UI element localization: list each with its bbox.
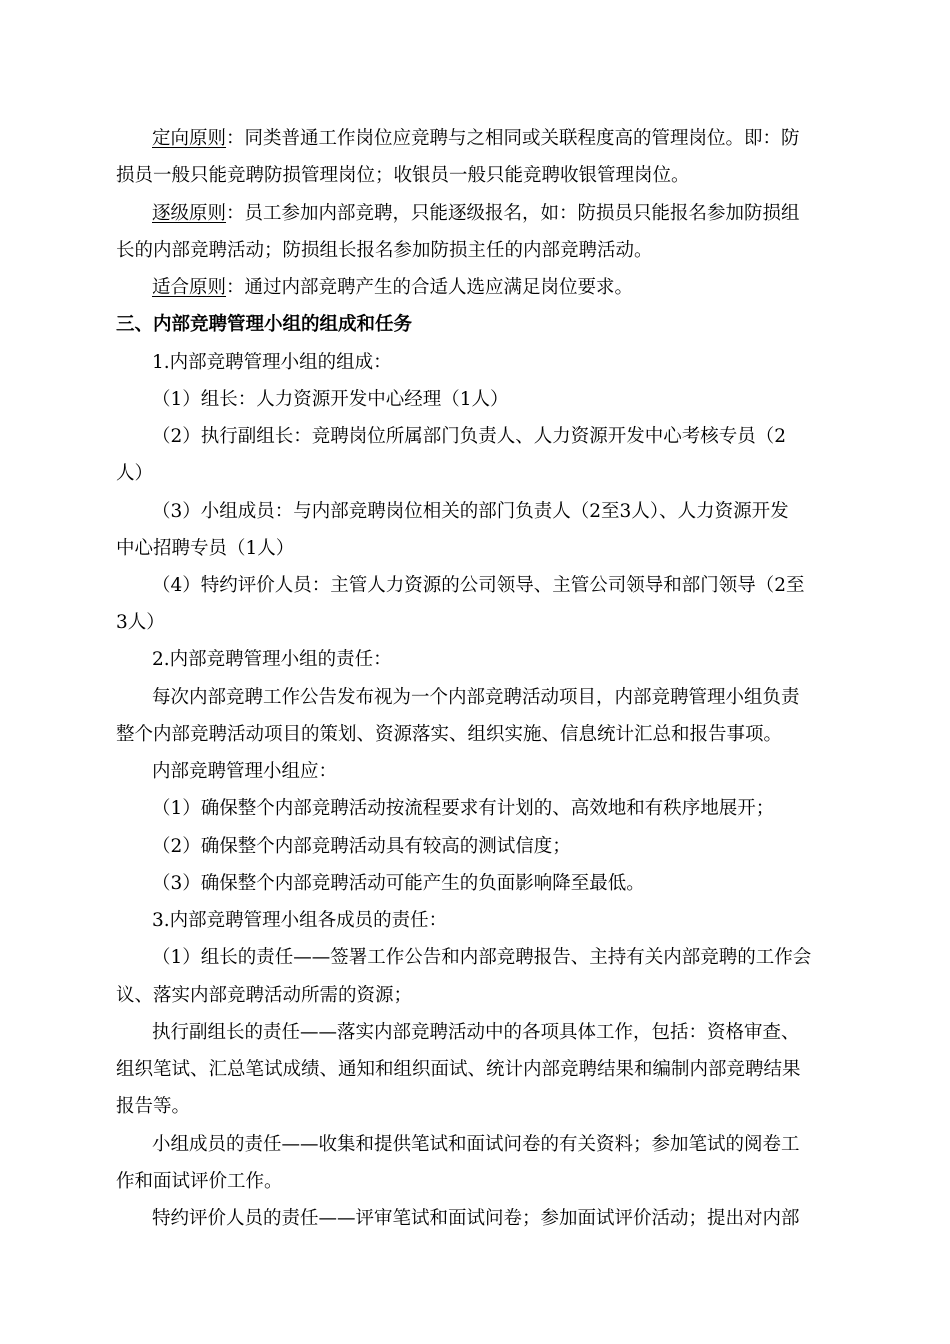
principle-directional-line2: 损员一般只能竞聘防损管理岗位；收银员一般只能竞聘收银管理岗位。 <box>116 165 690 186</box>
principle-stepwise-line2: 长的内部竞聘活动；防损组长报名参加防损主任的内部竞聘活动。 <box>116 240 653 261</box>
principle-directional-line1: 定向原则：同类普通工作岗位应竞聘与之相同或关联程度高的管理岗位。即：防 <box>152 128 800 149</box>
p1-item1: （1）组长：人力资源开发中心经理（1人） <box>152 389 509 410</box>
p3-item1-b: 议、落实内部竞聘活动所需的资源； <box>116 985 413 1006</box>
p1-item3-a: （3）小组成员：与内部竞聘岗位相关的部门负责人（2至3人）、人力资源开发 <box>152 501 789 522</box>
p1-item2-a: （2）执行副组长：竞聘岗位所属部门负责人、人力资源开发中心考核专员（2 <box>152 426 787 447</box>
p2-item3: （3）确保整个内部竞聘活动可能产生的负面影响降至最低。 <box>152 873 645 894</box>
p1-title: 1.内部竞聘管理小组的组成： <box>152 352 392 373</box>
principle-stepwise-label: 逐级原则 <box>152 203 227 224</box>
p3-title: 3.内部竞聘管理小组各成员的责任： <box>152 910 448 931</box>
principle-suitable-line1: 适合原则：通过内部竞聘产生的合适人选应满足岗位要求。 <box>152 277 634 298</box>
p2-body-a: 每次内部竞聘工作公告发布视为一个内部竞聘活动项目，内部竞聘管理小组负责 <box>152 687 800 708</box>
p3-special-a: 特约评价人员的责任——评审笔试和面试问卷；参加面试评价活动；提出对内部 <box>152 1208 800 1229</box>
p1-item2-b: 人） <box>116 463 154 484</box>
p3-item1-a: （1）组长的责任——签署工作公告和内部竞聘报告、主持有关内部竞聘的工作会 <box>152 947 812 968</box>
p3-deputy-b: 组织笔试、汇总笔试成绩、通知和组织面试、统计内部竞聘结果和编制内部竞聘结果 <box>116 1059 801 1080</box>
p2-item1: （1）确保整个内部竞聘活动按流程要求有计划的、高效地和有秩序地展开； <box>152 798 775 819</box>
p3-member-b: 作和面试评价工作。 <box>116 1171 283 1192</box>
p2-item2: （2）确保整个内部竞聘活动具有较高的测试信度； <box>152 836 571 857</box>
p1-item4-a: （4）特约评价人员：主管人力资源的公司领导、主管公司领导和部门领导（2至 <box>152 575 805 596</box>
section-heading: 三、内部竞聘管理小组的组成和任务 <box>116 314 413 335</box>
p2-title: 2.内部竞聘管理小组的责任： <box>152 649 392 670</box>
principle-stepwise-line1: 逐级原则：员工参加内部竞聘，只能逐级报名，如：防损员只能报名参加防损组 <box>152 203 800 224</box>
principle-directional-label: 定向原则 <box>152 128 227 149</box>
p3-deputy-c: 报告等。 <box>116 1096 191 1117</box>
p1-item3-b: 中心招聘专员（1人） <box>116 538 295 559</box>
p3-deputy-a: 执行副组长的责任——落实内部竞聘活动中的各项具体工作，包括：资格审查、 <box>152 1022 800 1043</box>
p2-body-b: 整个内部竞聘活动项目的策划、资源落实、组织实施、信息统计汇总和报告事项。 <box>116 724 783 745</box>
principle-suitable-label: 适合原则 <box>152 277 227 298</box>
p3-member-a: 小组成员的责任——收集和提供笔试和面试问卷的有关资料；参加笔试的阅卷工 <box>152 1134 800 1155</box>
p2-should: 内部竞聘管理小组应： <box>152 761 338 782</box>
p1-item4-b: 3人） <box>116 612 165 633</box>
